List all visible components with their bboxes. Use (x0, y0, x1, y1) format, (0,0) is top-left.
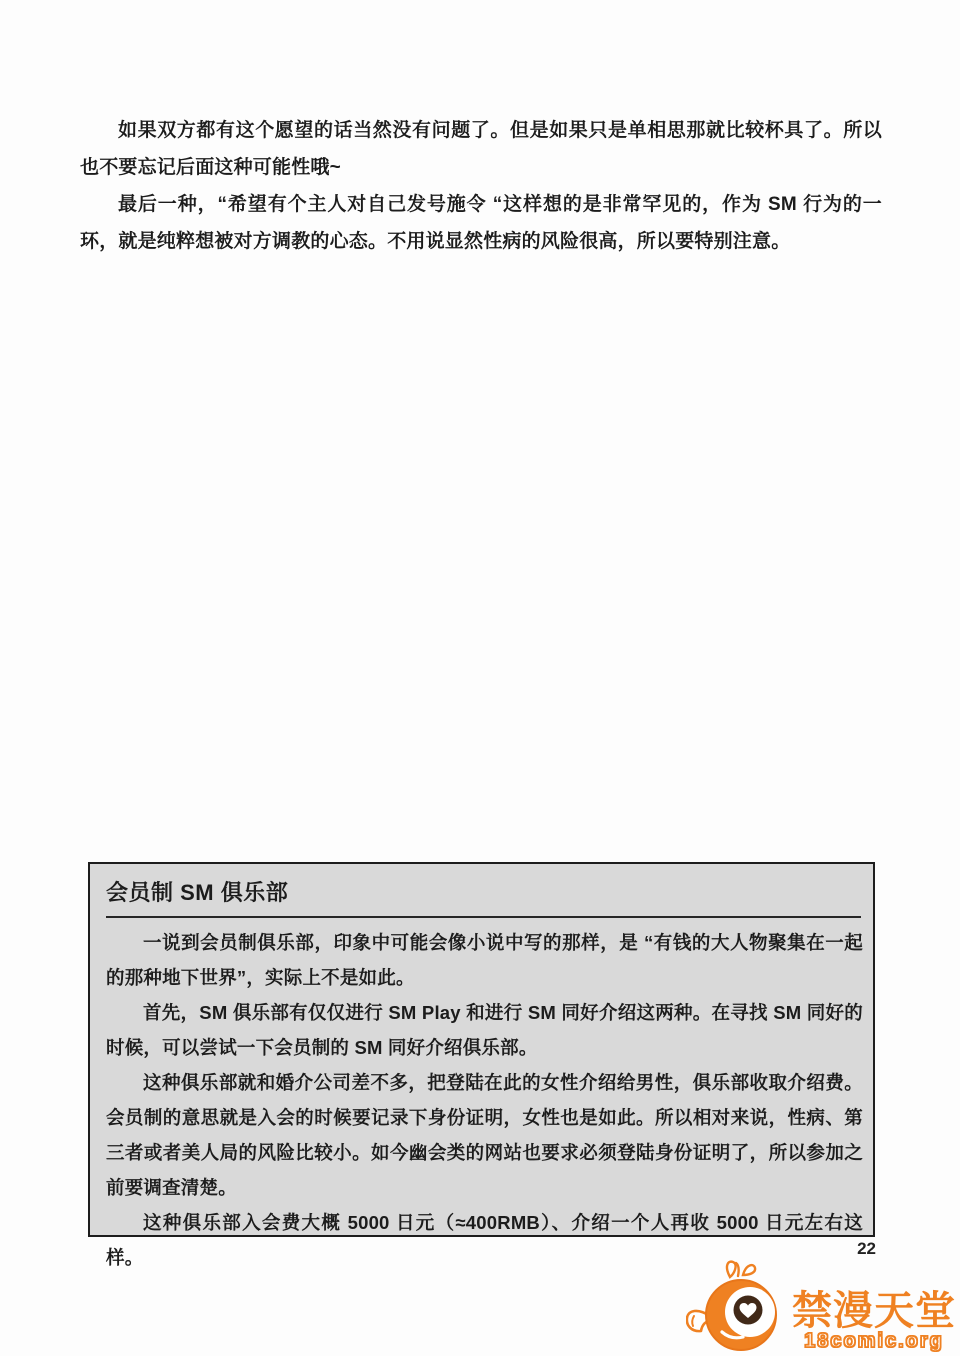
page-number: 22 (857, 1239, 876, 1258)
whale-mascot-icon (686, 1260, 792, 1356)
infobox-title: 会员制 SM 俱乐部 (106, 880, 289, 905)
watermark-logo (686, 1260, 956, 1356)
infobox-paragraph: 一说到会员制俱乐部，印象中可能会像小说中写的那样，是 “有钱的大人物聚集在一起的那种地下世界”，实际上不是如此。 (106, 932, 863, 988)
mascot-spout (727, 1262, 736, 1277)
watermark-text (792, 1289, 956, 1356)
brand-url: 18comic.org (804, 1330, 944, 1352)
brand-name: 禁漫天堂 (792, 1289, 956, 1333)
paragraph: 最后一种，“希望有个主人对自己发号施令 “这样想的是非常罕见的，作为 SM 行为的一环，就是纯粹想被对方调教的心态。不用说显然性病的风险很高，所以要特别注意。 (80, 194, 882, 252)
infobox-paragraph: 这种俱乐部入会费大概 5000 日元（≈400RMB）、介绍一个人再收 5000 日元左右这样。 (106, 1212, 863, 1268)
infobox-paragraph: 这种俱乐部就和婚介公司差不多，把登陆在此的女性介绍给男性，俱乐部收取介绍费。会员制的意思就是入会的时候要记录下身份证明，女性也是如此。所以相对来说，性病、第三者或者美人局的风险比较小。如今幽会类的网站也要求必须登陆身份证明了，所以参加之前要调查清楚。 (106, 1072, 863, 1198)
infobox-title-underline (106, 916, 861, 918)
paragraph: 如果双方都有这个愿望的话当然没有问题了。但是如果只是单相思那就比较杯具了。所以也不要忘记后面这种可能性哦~ (80, 120, 882, 178)
infobox-paragraph: 首先，SM 俱乐部有仅仅进行 SM Play 和进行 SM 同好介绍这两种。在寻找 SM 同好的时候，可以尝试一下会员制的 SM 同好介绍俱乐部。 (106, 1002, 863, 1058)
top-text-block (80, 112, 882, 260)
